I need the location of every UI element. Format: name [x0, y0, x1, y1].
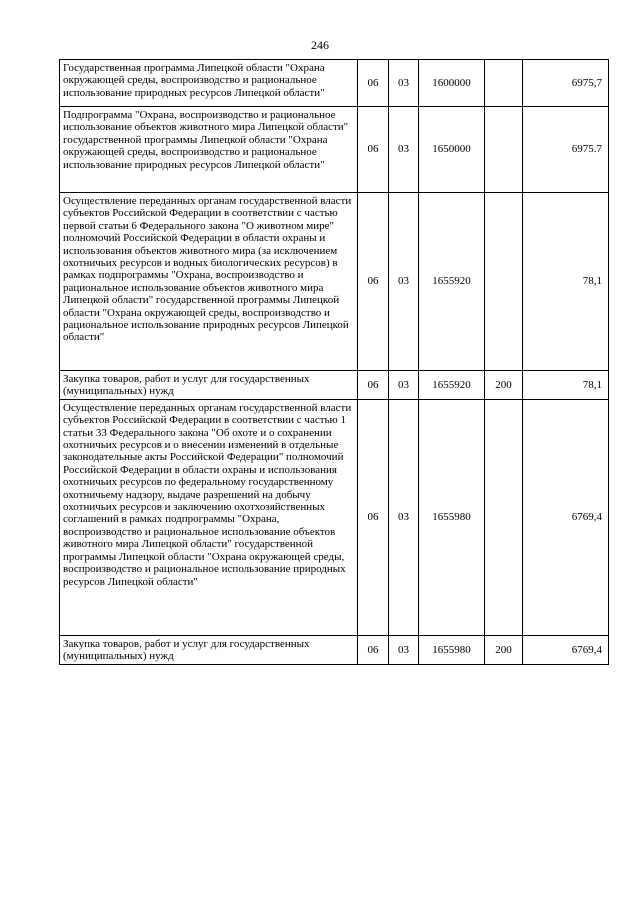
row-description: Осуществление переданных органам государственной власти субъектов Российской Федерации в соответствии с частью 1 статьи 33 Федерального закона "Об охоте и о сохранении охотничьих ресурсов и о внесении изменений в отдельные законодательные акты Российской Федерации" полномочий Российской Федерации в области охраны и использования охотничьих ресурсов по федеральному государственному охотничьему надзору, выдаче разрешений на добычу охотничьих ресурсов и заключению охотхозяйственных соглашений в рамках подпрограммы "Охрана, воспроизводство и рациональное использование объектов животного мира Липецкой области" государственной программы Липецкой области "Охрана окружающей среды, воспроизводство и рациональное использование природных ресурсов Липецкой области": [60, 399, 358, 635]
row-target-article: 1650000: [419, 107, 485, 193]
row-amount: 78,1: [523, 193, 609, 371]
row-razdel: 06: [358, 193, 389, 371]
table-row: [60, 399, 609, 635]
row-razdel: 06: [358, 399, 389, 635]
row-amount: 6769,4: [523, 399, 609, 635]
table-row: [60, 107, 609, 193]
row-expense-type: [485, 107, 523, 193]
row-description: Государственная программа Липецкой области "Охрана окружающей среды, воспроизводство и рациональное использование природных ресурсов Липецкой области": [60, 60, 358, 107]
row-podrazdel: 03: [389, 107, 419, 193]
row-amount: 6769,4: [523, 635, 609, 664]
row-expense-type: 200: [485, 371, 523, 400]
table-row: [60, 193, 609, 371]
table-row: [60, 635, 609, 664]
row-description: Закупка товаров, работ и услуг для государственных (муниципальных) нужд: [60, 635, 358, 664]
row-target-article: 1655920: [419, 371, 485, 400]
row-description: Подпрограмма "Охрана, воспроизводство и рациональное использование объектов животного мира Липецкой области" государственной программы Липецкой области "Охрана окружающей среды, воспроизводство и рациональное использование природных ресурсов Липецкой области": [60, 107, 358, 193]
row-razdel: 06: [358, 107, 389, 193]
row-amount: 78,1: [523, 371, 609, 400]
row-expense-type: [485, 60, 523, 107]
budget-table: [59, 59, 609, 665]
row-target-article: 1600000: [419, 60, 485, 107]
row-description: Закупка товаров, работ и услуг для государственных (муниципальных) нужд: [60, 371, 358, 400]
row-expense-type: [485, 193, 523, 371]
row-razdel: 06: [358, 60, 389, 107]
row-amount: 6975,7: [523, 60, 609, 107]
row-amount: 6975.7: [523, 107, 609, 193]
row-expense-type: [485, 399, 523, 635]
row-podrazdel: 03: [389, 371, 419, 400]
row-razdel: 06: [358, 635, 389, 664]
row-podrazdel: 03: [389, 60, 419, 107]
row-description: Осуществление переданных органам государственной власти субъектов Российской Федерации в соответствии с частью первой статьи 6 Федерального закона "О животном мире" полномочий Российской Федерации в области охраны и использования объектов животного мира (за исключением охотничьих ресурсов и водных биологических ресурсов) в рамках подпрограммы "Охрана, воспроизводство и рациональное использование объектов животного мира Липецкой области" государственной программы Липецкой области "Охрана окружающей среды, воспроизводство и рациональное использование природных ресурсов Липецкой области": [60, 193, 358, 371]
table-row: [60, 371, 609, 400]
table-row: [60, 60, 609, 107]
row-podrazdel: 03: [389, 635, 419, 664]
row-razdel: 06: [358, 371, 389, 400]
row-expense-type: 200: [485, 635, 523, 664]
row-target-article: 1655920: [419, 193, 485, 371]
row-target-article: 1655980: [419, 399, 485, 635]
page-number: 246: [311, 38, 329, 52]
row-target-article: 1655980: [419, 635, 485, 664]
row-podrazdel: 03: [389, 193, 419, 371]
row-podrazdel: 03: [389, 399, 419, 635]
